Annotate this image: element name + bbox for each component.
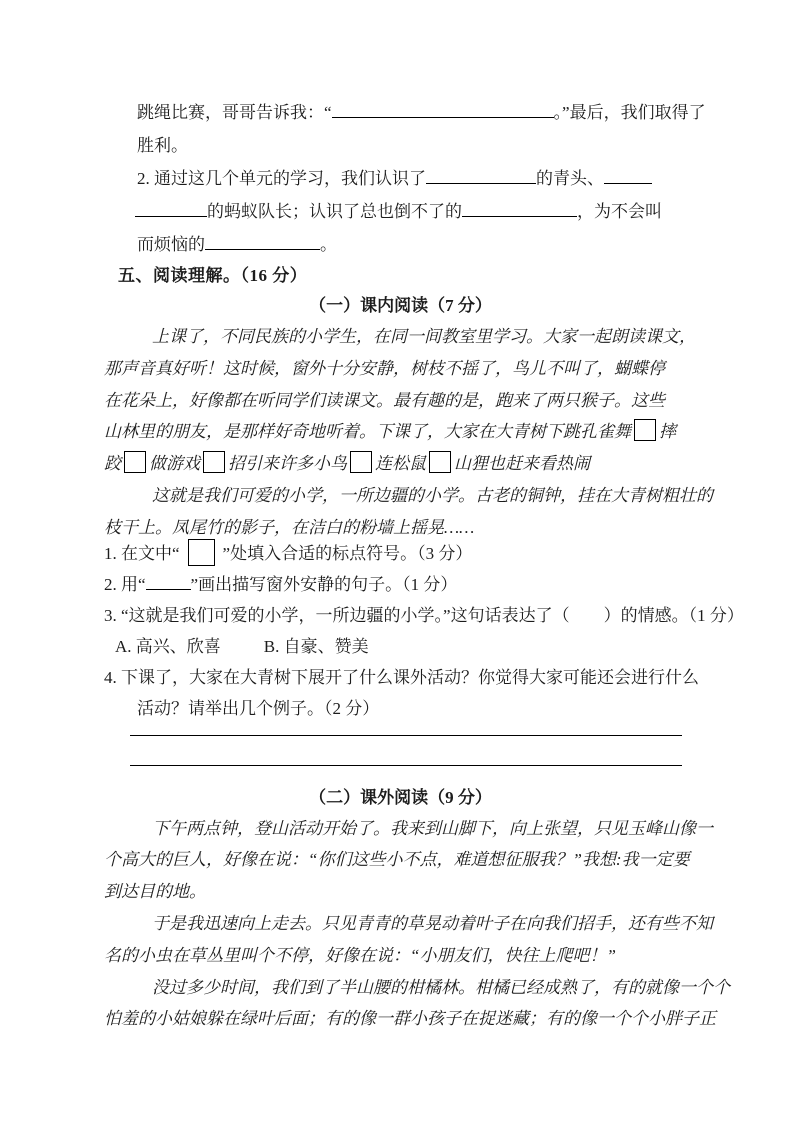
answer-line — [130, 724, 682, 736]
passage-line: 到达目的地。 — [104, 882, 206, 902]
passage-line: 个高大的巨人，好像在说：“你们这些小不点，难道想征服我？”我想:我一定要 — [104, 850, 690, 870]
fill-in-line-1 — [137, 96, 706, 129]
punctuation-box — [634, 419, 656, 441]
passage-line: 怕羞的小姑娘躲在绿叶后面；有的像一群小孩子在捉迷藏；有的像一个个小胖子正 — [104, 1009, 716, 1029]
part-one-questions — [104, 538, 744, 724]
punctuation-box — [203, 451, 225, 473]
punctuation-box — [188, 539, 215, 566]
question-3: 3. “这就是我们可爱的小学，一所边疆的小学。”这句话表达了（ ）的情感。（1 分） — [104, 605, 744, 625]
passage-seg: 跤 — [104, 454, 121, 474]
fill-in-line-1-pre: 跳绳比赛，哥哥告诉我：“ — [137, 103, 332, 122]
passage-seg: 连松鼠 — [375, 454, 426, 474]
passage-seg: 山林里的朋友，是那样好奇地听着。下课了，大家在大青树下跳孔雀舞 — [104, 422, 631, 442]
fill-in-line-1-post: 。”最后，我们取得了 — [553, 103, 706, 122]
question-3-options — [115, 631, 697, 662]
fill-blank-qingtou — [426, 165, 536, 184]
passage-seg: 做游戏 — [149, 454, 200, 474]
question-4-line-2: 活动？请举出几个例子。（2 分） — [137, 698, 380, 718]
passage-seg: 摔 — [659, 422, 676, 442]
passage-line: 没过多少时间，我们到了半山腰的柑橘林。柑橘已经成熟了，有的就像一个个 — [152, 977, 730, 997]
fill-blank-ant-captain — [135, 198, 207, 217]
passage-seg: 山狸也赶来看热闹 — [454, 454, 590, 474]
fill-in-item2-line-3 — [137, 228, 697, 261]
item2-end-post: 。 — [320, 235, 337, 254]
passage-line: 下午两点钟，登山活动开始了。我来到山脚下，向上张望，只见玉峰山像一 — [152, 818, 713, 838]
item2-mid2: 的蚂蚁队长；认识了总也倒不了的 — [207, 202, 462, 221]
passage-line-with-box — [104, 416, 697, 448]
question-1 — [104, 538, 697, 569]
part-two-title: （二）课外阅读（9 分） — [309, 787, 492, 807]
option-b: B. 自豪、赞美 — [263, 636, 369, 656]
question-2 — [104, 569, 697, 600]
passage-seg: 招引来许多小鸟 — [228, 454, 347, 474]
question-4-line-1: 4. 下课了，大家在大青树下展开了什么课外活动？你觉得大家可能还会进行什么 — [104, 667, 699, 687]
fill-blank-end-of-line — [604, 165, 652, 184]
q1-pre: 1. 在文中“ — [104, 543, 180, 563]
item2-pre: 2. 通过这几个单元的学习，我们认识了 — [137, 169, 426, 188]
part-one-passage — [104, 321, 713, 544]
fill-blank-troubled — [205, 231, 320, 250]
passage-line: 在花朵上，好像都在听同学们读课文。最有趣的是，跑来了两只猴子。这些 — [104, 390, 665, 410]
fill-in-line-2: 胜利。 — [137, 136, 188, 155]
punctuation-box — [350, 451, 372, 473]
underline-mark — [146, 571, 191, 590]
fill-in-item2-line-2 — [135, 195, 697, 228]
fill-blank-quote — [332, 99, 554, 118]
passage-line: 枝干上。凤尾竹的影子，在洁白的粉墙上摇晃…… — [104, 517, 475, 537]
q2-post: ”画出描写窗外安静的句子。（1 分） — [190, 574, 458, 594]
passage-line-with-boxes — [104, 448, 697, 480]
q2-pre: 2. 用“ — [104, 574, 146, 594]
item2-end-pre: 而烦恼的 — [137, 235, 205, 254]
answer-line — [130, 736, 682, 766]
part-two-passage — [104, 813, 730, 1036]
part-one-title: （一）课内阅读（7 分） — [309, 296, 492, 315]
punctuation-box — [429, 451, 451, 473]
passage-line: 这就是我们可爱的小学，一所边疆的小学。古老的铜钟，挂在大青树粗壮的 — [152, 485, 713, 505]
passage-line: 那声音真好听！这时候，窗外十分安静，树枝不摇了，鸟儿不叫了，蝴蝶停 — [104, 358, 665, 378]
section-five-title: 五、阅读理解。（16 分） — [118, 266, 308, 285]
item2-mid3: ，为不会叫 — [577, 202, 662, 221]
item2-mid1: 的青头、 — [536, 169, 604, 188]
passage-line: 名的小虫在草丛里叫个不停，好像在说：“小朋友们，快往上爬吧！” — [104, 945, 616, 965]
passage-line: 于是我迅速向上走去。只见青青的草晃动着叶子在向我们招手，还有些不知 — [152, 913, 713, 933]
q1-post: ”处填入合适的标点符号。（3 分） — [222, 543, 473, 563]
passage-line: 上课了，不同民族的小学生，在同一间教室里学习。大家一起朗读课文， — [152, 327, 696, 346]
punctuation-box — [124, 451, 146, 473]
fill-blank-old-house — [462, 198, 577, 217]
fill-in-item2-line-1 — [137, 162, 697, 195]
option-a: A. 高兴、欣喜 — [115, 636, 221, 656]
